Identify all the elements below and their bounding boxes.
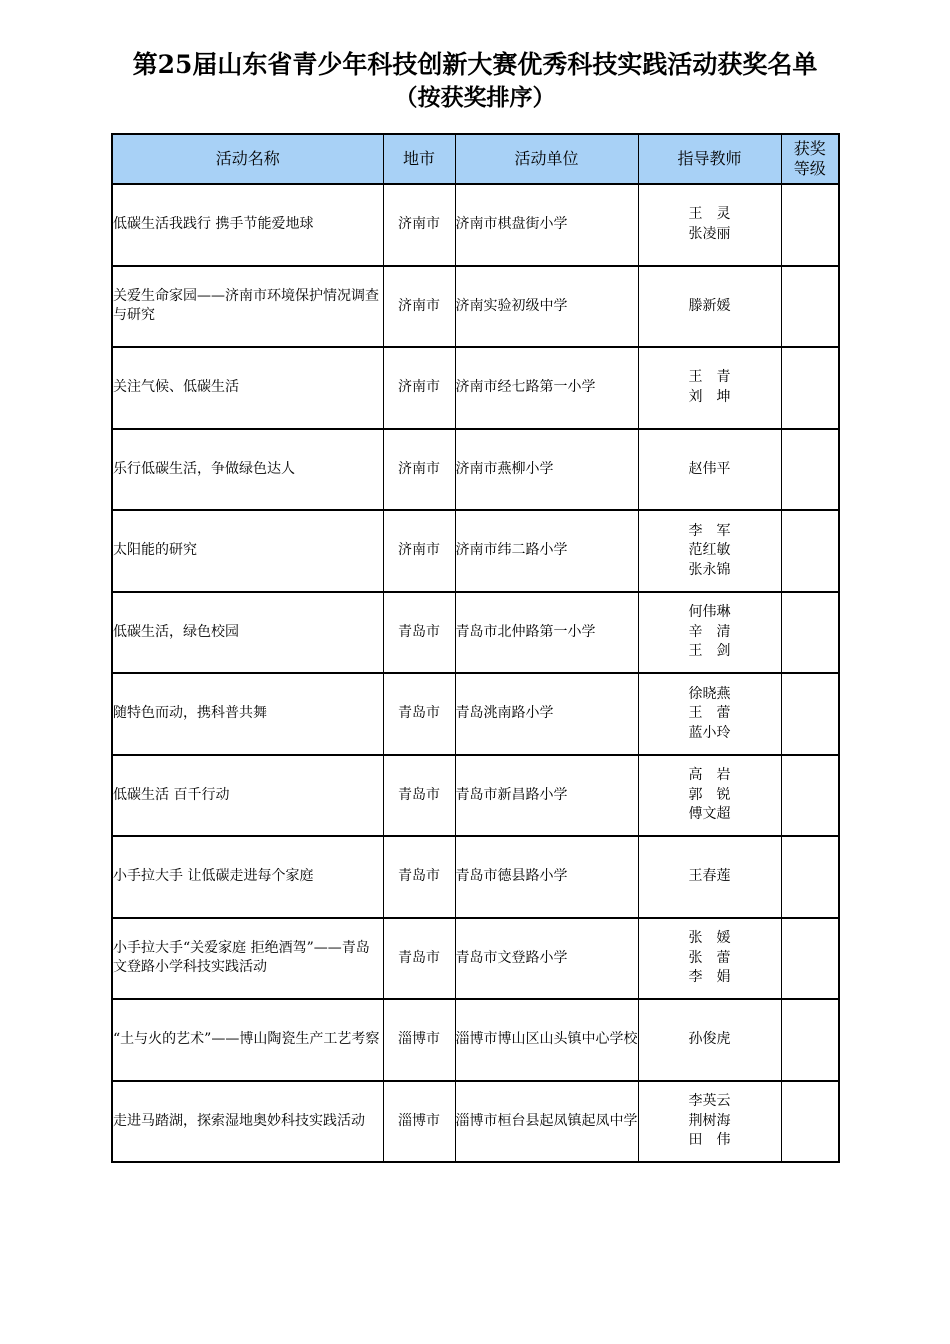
cell-unit: 济南市燕柳小学 <box>455 429 638 511</box>
table-row <box>112 592 839 674</box>
cell-city: 济南市 <box>383 347 455 429</box>
table-row <box>112 347 839 429</box>
cell-unit: 淄博市博山区山头镇中心学校 <box>455 999 638 1081</box>
cell-city: 济南市 <box>383 184 455 266</box>
cell-teacher: 王春莲 <box>638 836 781 918</box>
cell-teacher: 滕新媛 <box>638 266 781 348</box>
cell-unit: 青岛洮南路小学 <box>455 673 638 755</box>
cell-grade <box>781 347 839 429</box>
header-grade-line2: 等级 <box>793 159 826 178</box>
header-grade-line1: 获奖 <box>793 139 826 158</box>
cell-teacher: 何伟琳 辛 清 王 剑 <box>638 592 781 674</box>
table-header-row <box>112 134 839 184</box>
table-body <box>112 184 839 1162</box>
cell-grade <box>781 184 839 266</box>
cell-unit: 淄博市桓台县起凤镇起凤中学 <box>455 1081 638 1163</box>
cell-city: 济南市 <box>383 429 455 511</box>
cell-grade <box>781 266 839 348</box>
header-activity-name: 活动名称 <box>112 134 383 184</box>
cell-grade <box>781 1081 839 1163</box>
cell-grade <box>781 755 839 837</box>
header-grade <box>781 134 839 184</box>
table-row <box>112 266 839 348</box>
cell-unit: 济南市经七路第一小学 <box>455 347 638 429</box>
cell-city: 淄博市 <box>383 999 455 1081</box>
table-row <box>112 999 839 1081</box>
cell-city: 济南市 <box>383 266 455 348</box>
cell-city: 青岛市 <box>383 673 455 755</box>
cell-activity-name: 低碳生活 百千行动 <box>112 755 383 837</box>
header-unit: 活动单位 <box>455 134 638 184</box>
cell-city: 青岛市 <box>383 755 455 837</box>
table-row <box>112 673 839 755</box>
cell-city: 淄博市 <box>383 1081 455 1163</box>
header-teacher: 指导教师 <box>638 134 781 184</box>
table-row <box>112 1081 839 1163</box>
cell-grade <box>781 836 839 918</box>
cell-teacher: 高 岩 郭 锐 傅文超 <box>638 755 781 837</box>
cell-teacher: 李 军 范红敏 张永锦 <box>638 510 781 592</box>
cell-city: 青岛市 <box>383 592 455 674</box>
cell-activity-name: 太阳能的研究 <box>112 510 383 592</box>
cell-unit: 青岛市德县路小学 <box>455 836 638 918</box>
cell-grade <box>781 673 839 755</box>
cell-unit: 青岛市文登路小学 <box>455 918 638 1000</box>
cell-grade <box>781 999 839 1081</box>
cell-unit: 济南市棋盘街小学 <box>455 184 638 266</box>
page-title: 第25届山东省青少年科技创新大赛优秀科技实践活动获奖名单 <box>132 50 818 79</box>
cell-teacher: 王 青 刘 坤 <box>638 347 781 429</box>
cell-activity-name: 小手拉大手“关爱家庭 拒绝酒驾”——青岛文登路小学科技实践活动 <box>112 918 383 1000</box>
cell-grade <box>781 510 839 592</box>
header-city: 地市 <box>383 134 455 184</box>
cell-unit: 青岛市新昌路小学 <box>455 755 638 837</box>
cell-teacher: 王 灵 张凌丽 <box>638 184 781 266</box>
table-row <box>112 184 839 266</box>
cell-activity-name: “土与火的艺术”——博山陶瓷生产工艺考察 <box>112 999 383 1081</box>
cell-activity-name: 关爱生命家园——济南市环境保护情况调查与研究 <box>112 266 383 348</box>
cell-grade <box>781 918 839 1000</box>
cell-activity-name: 走进马踏湖，探索湿地奥妙科技实践活动 <box>112 1081 383 1163</box>
award-table <box>111 133 840 1163</box>
cell-city: 青岛市 <box>383 918 455 1000</box>
cell-activity-name: 乐行低碳生活，争做绿色达人 <box>112 429 383 511</box>
cell-unit: 青岛市北仲路第一小学 <box>455 592 638 674</box>
cell-activity-name: 随特色而动，携科普共舞 <box>112 673 383 755</box>
cell-activity-name: 低碳生活我践行 携手节能爱地球 <box>112 184 383 266</box>
cell-teacher: 赵伟平 <box>638 429 781 511</box>
cell-unit: 济南市纬二路小学 <box>455 510 638 592</box>
cell-activity-name: 关注气候、低碳生活 <box>112 347 383 429</box>
table-row <box>112 918 839 1000</box>
cell-teacher: 徐晓燕 王 蕾 蓝小玲 <box>638 673 781 755</box>
cell-city: 青岛市 <box>383 836 455 918</box>
table-row <box>112 836 839 918</box>
table-row <box>112 510 839 592</box>
cell-activity-name: 小手拉大手 让低碳走进每个家庭 <box>112 836 383 918</box>
cell-unit: 济南实验初级中学 <box>455 266 638 348</box>
cell-teacher: 孙俊虎 <box>638 999 781 1081</box>
table-row <box>112 755 839 837</box>
table-row <box>112 429 839 511</box>
cell-teacher: 李英云 荆树海 田 伟 <box>638 1081 781 1163</box>
page-subtitle: （按获奖排序） <box>394 84 556 111</box>
cell-city: 济南市 <box>383 510 455 592</box>
cell-grade <box>781 429 839 511</box>
cell-activity-name: 低碳生活，绿色校园 <box>112 592 383 674</box>
cell-teacher: 张 媛 张 蕾 李 娟 <box>638 918 781 1000</box>
cell-grade <box>781 592 839 674</box>
